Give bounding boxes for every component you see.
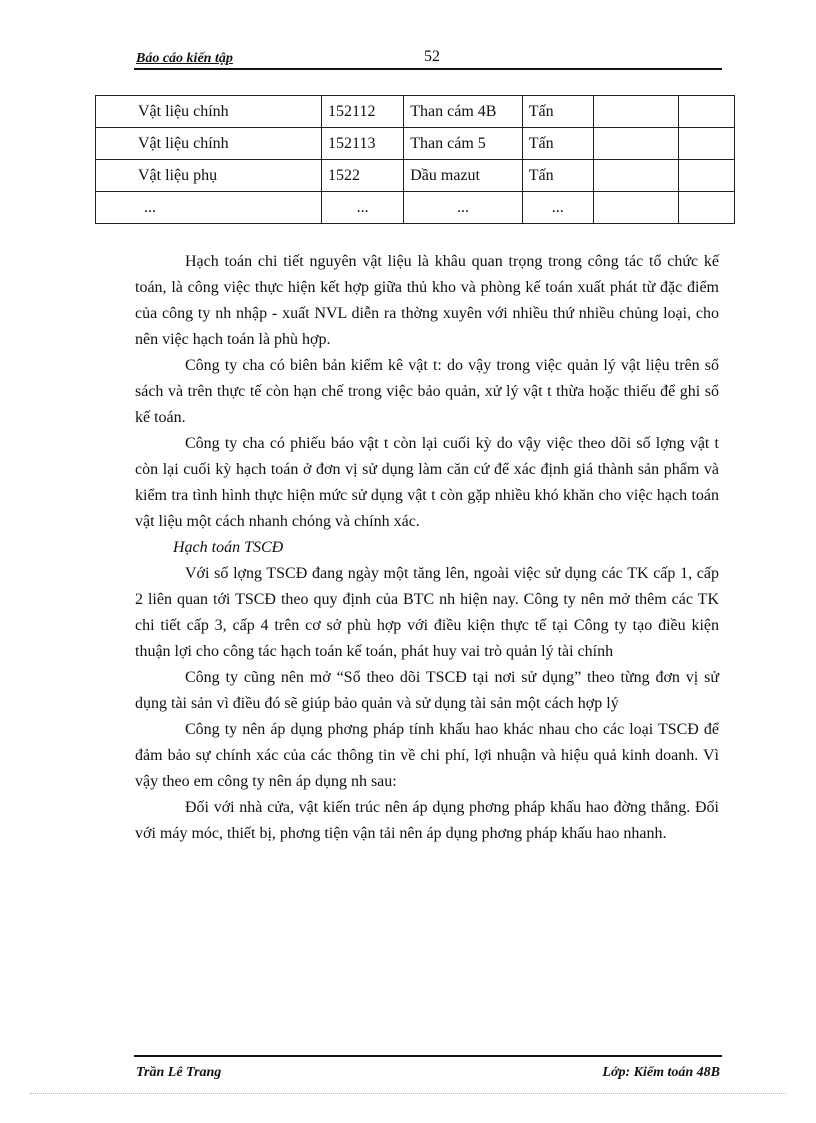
paragraph: Công ty cũng nên mở “Sổ theo dõi TSCĐ tại nơi sử dụng” theo từng đơn vị sử dụng tài sản vì điều đó sẽ giúp bảo quản và sử dụng tài sản một cách hợp lý xyxy=(135,669,719,712)
table-cell xyxy=(679,128,735,160)
table-row xyxy=(96,96,735,128)
paragraph: Với số lợng TSCĐ đang ngày một tăng lên, ngoài việc sử dụng các TK cấp 1, cấp 2 liên quan tới TSCĐ theo quy định của BTC nh hiện nay. Công ty nên mở thêm các TK chi tiết cấp 3, cấp 4 trên cơ sở phù hợp với điều kiện thực tế tại Công ty tạo điều kiện thuận lợi cho công tác hạch toán kế toán, phát huy vai trò quản lý tài chính xyxy=(135,565,719,660)
table-cell: ... xyxy=(404,192,523,224)
table-row xyxy=(96,160,735,192)
table-cell: ... xyxy=(322,192,404,224)
table-row xyxy=(96,128,735,160)
paragraph: Đối với nhà cửa, vật kiến trúc nên áp dụng phơng pháp khấu hao đờng thẳng. Đối với máy móc, thiết bị, phơng tiện vận tải nên áp dụng phơng pháp khấu hao nhanh. xyxy=(135,799,719,842)
paragraph: Công ty nên áp dụng phơng pháp tính khấu hao khác nhau cho các loại TSCĐ để đảm bảo sự chính xác của các thông tin về chi phí, lợi nhuận và hiệu quả kinh doanh. Vì vậy theo em công ty nên áp dụng nh sau: xyxy=(135,721,719,790)
table-cell xyxy=(593,160,679,192)
table-cell xyxy=(679,192,735,224)
table-cell: Vật liệu chính xyxy=(96,128,322,160)
table-cell: ... xyxy=(522,192,593,224)
paragraph: Công ty cha có biên bản kiểm kê vật t: do vậy trong việc quản lý vật liệu trên sổ sách và trên thực tế còn hạn chế trong việc bảo quản, xử lý vật t thừa hoặc thiếu để ghi sổ kế toán. xyxy=(135,357,719,426)
table-cell: Than cám 5 xyxy=(404,128,523,160)
table-cell: Tấn xyxy=(522,128,593,160)
table-cell xyxy=(593,192,679,224)
materials-table xyxy=(95,95,735,224)
table-cell xyxy=(593,128,679,160)
author-name: Trần Lê Trang xyxy=(136,1065,222,1080)
report-title: Báo cáo kiến tập xyxy=(136,51,233,66)
table-cell: ... xyxy=(96,192,322,224)
page-number: 52 xyxy=(424,48,440,65)
table-cell xyxy=(593,96,679,128)
class-name: Lớp: Kiểm toán 48B xyxy=(602,1065,720,1080)
table-cell: 152112 xyxy=(322,96,404,128)
table-row xyxy=(96,192,735,224)
table-cell: 152113 xyxy=(322,128,404,160)
page-edge-divider xyxy=(30,1093,786,1094)
table-cell: Tấn xyxy=(522,160,593,192)
section-heading: Hạch toán TSCĐ xyxy=(173,539,284,556)
table-cell: Dầu mazut xyxy=(404,160,523,192)
table-cell: 1522 xyxy=(322,160,404,192)
body-text xyxy=(135,249,719,847)
table-cell xyxy=(679,160,735,192)
table-cell: Vật liệu chính xyxy=(96,96,322,128)
page-footer xyxy=(134,1055,722,1087)
table-cell: Than cám 4B xyxy=(404,96,523,128)
table-cell: Tấn xyxy=(522,96,593,128)
paragraph: Công ty cha có phiếu báo vật t còn lại cuối kỳ do vậy việc theo dõi số lợng vật t còn lại cuối kỳ hạch toán ở đơn vị sử dụng làm căn cứ để xác định giá thành sản phẩm và kiểm tra tình hình thực hiện mức sử dụng vật t còn gặp nhiều khó khăn cho việc hạch toán vật liệu một cách nhanh chóng và chính xác. xyxy=(135,435,719,530)
page-header xyxy=(134,48,722,70)
table-cell xyxy=(679,96,735,128)
paragraph: Hạch toán chi tiết nguyên vật liệu là khâu quan trọng trong công tác tổ chức kế toán, là công việc thực hiện kết hợp giữa thủ kho và phòng kế toán xuất phát từ đặc điểm của công ty nh nhập - xuất NVL diễn ra thờng xuyên với nhiều thứ nhiều chủng loại, cho nên việc hạch toán là phù hợp. xyxy=(135,253,719,348)
table-cell: Vật liệu phụ xyxy=(96,160,322,192)
